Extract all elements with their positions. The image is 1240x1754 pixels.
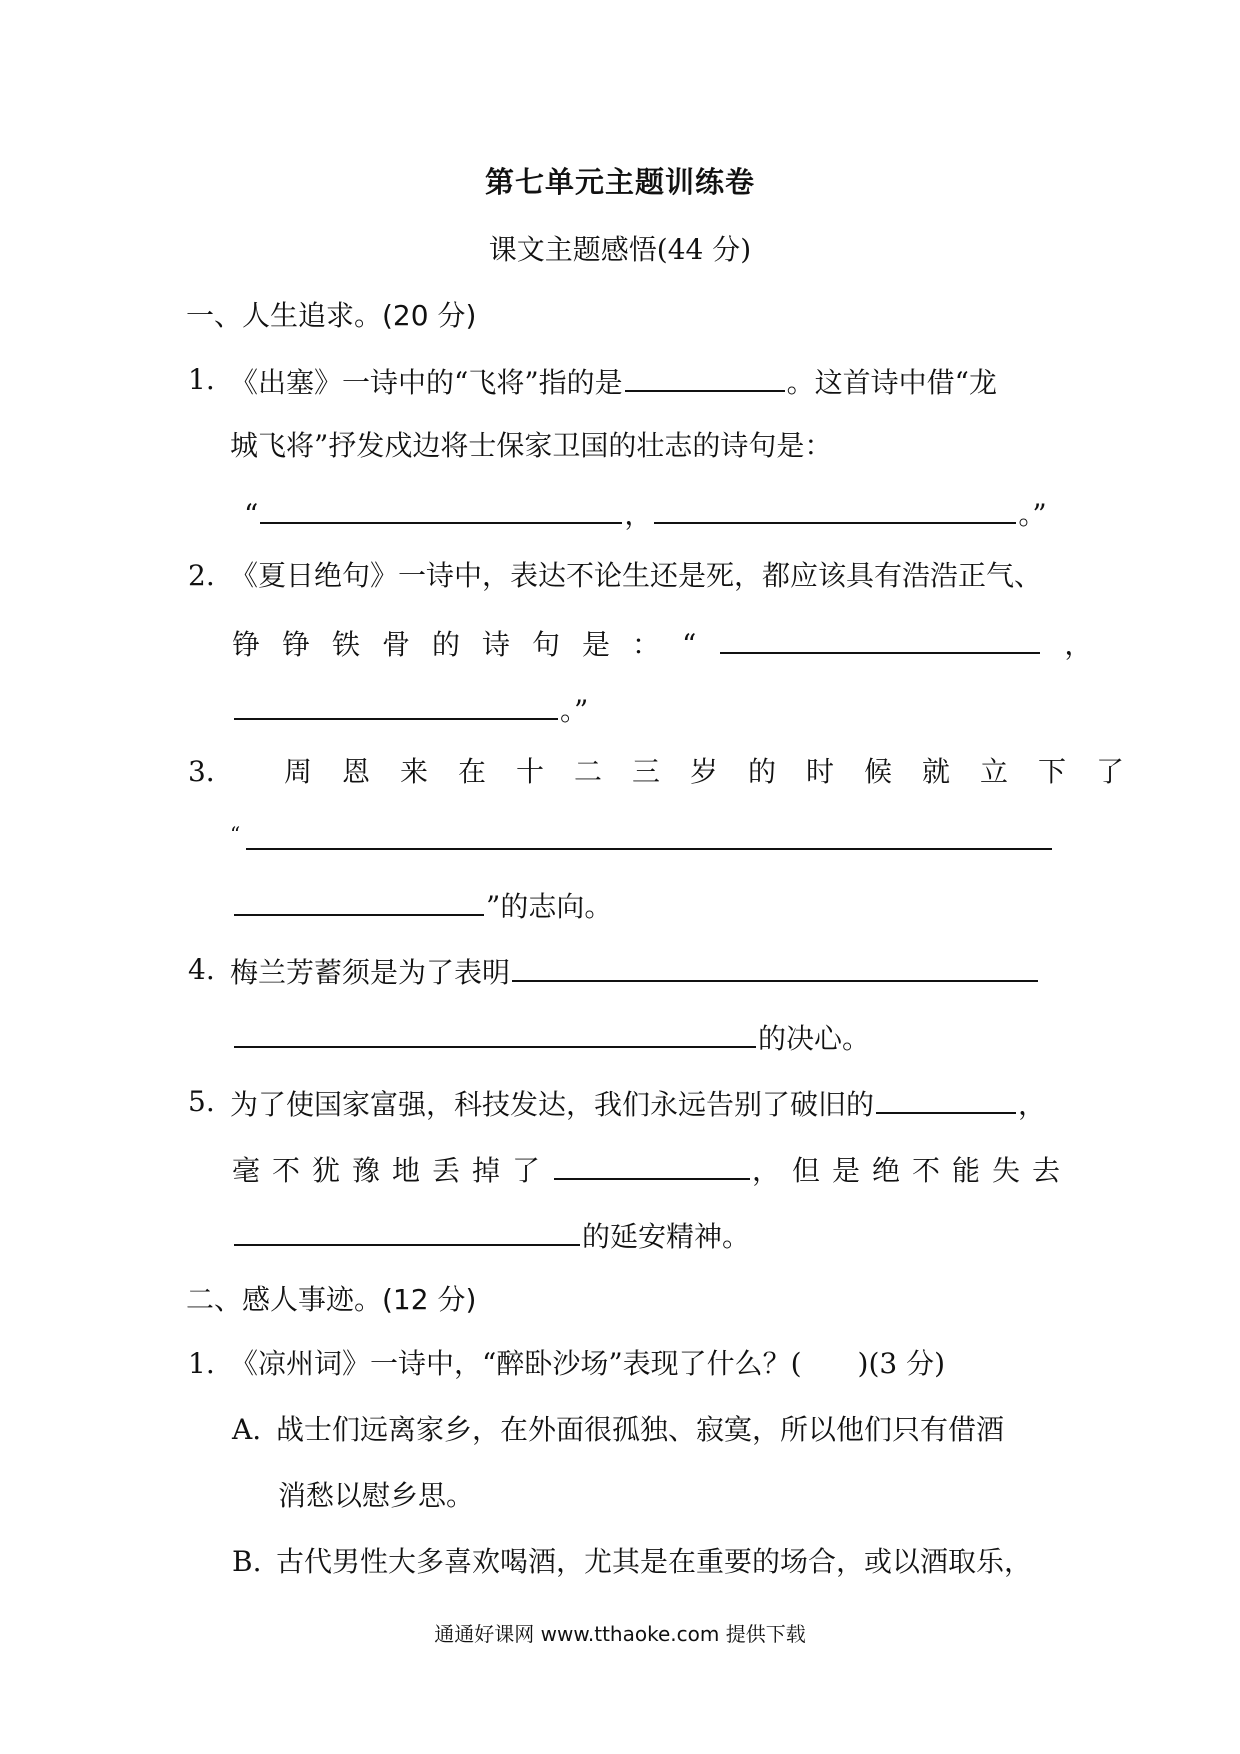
q1-text-a: 《出塞》一诗中的“飞将”指的是 xyxy=(230,366,623,399)
q5-line-3 xyxy=(232,1214,750,1257)
s2-q1-number: 1. xyxy=(188,1347,215,1380)
q3-blank-1[interactable] xyxy=(246,848,1052,850)
q2-close: 。” xyxy=(560,694,589,727)
option-a-line-2: 消愁以慰乡思。 xyxy=(278,1479,475,1512)
q5-number: 5. xyxy=(188,1085,215,1118)
q2-line-3 xyxy=(232,688,588,731)
q4-line-1 xyxy=(230,950,1040,993)
q1-number: 1. xyxy=(188,363,215,396)
q5-blank-1[interactable] xyxy=(876,1082,1016,1114)
q4-line-2 xyxy=(232,1016,870,1059)
page-subtitle: 课文主题感悟(44 分) xyxy=(488,233,752,266)
q4-blank-2[interactable] xyxy=(234,1016,756,1048)
section-2-heading: 二、感人事迹。(12 分) xyxy=(186,1283,477,1316)
q1-blank-1[interactable] xyxy=(625,360,785,392)
q5-comma-1: ， xyxy=(1018,1088,1047,1121)
q2-line-2 xyxy=(232,622,1092,665)
q3-close: ”的志向。 xyxy=(486,890,613,923)
q3-line-1-text: 周恩来在十二三岁的时候就立下了 xyxy=(284,755,1155,788)
q3-blank-2[interactable] xyxy=(234,884,484,916)
page-title: 第七单元主题训练卷 xyxy=(484,165,755,199)
q5-close: 的延安精神。 xyxy=(582,1220,751,1253)
q4-close: 的决心。 xyxy=(758,1022,871,1055)
s2-q1-text: 《凉州词》一诗中，“醉卧沙场”表现了什么？( )(3 分) xyxy=(230,1347,946,1380)
q3-open-quote: “ xyxy=(230,822,241,846)
q2-number: 2. xyxy=(188,559,215,592)
q5-line-1 xyxy=(230,1082,1046,1125)
option-b-line-1: 古代男性大多喜欢喝酒，尤其是在重要的场合，或以酒取乐， xyxy=(276,1545,1033,1578)
q4-blank-1[interactable] xyxy=(512,950,1038,982)
section-1-heading: 一、人生追求。(20 分) xyxy=(186,299,477,332)
q2-blank-2[interactable] xyxy=(234,688,558,720)
q2-blank-1[interactable] xyxy=(720,622,1040,654)
q1-comma: ， xyxy=(624,498,653,531)
q4-number: 4. xyxy=(188,953,215,986)
q5-text-2b: ，但是绝不能失去 xyxy=(752,1154,1073,1187)
q1-blank-2[interactable] xyxy=(260,492,622,524)
q1-blank-3[interactable] xyxy=(654,492,1016,524)
q1-text-b: 。这首诗中借“龙 xyxy=(786,366,997,399)
option-b-label[interactable]: B. xyxy=(232,1545,262,1578)
footer-credit: 通通好课网 www.tthaoke.com 提供下载 xyxy=(434,1622,806,1646)
q1-open-quote: “ xyxy=(244,498,259,531)
q1-line-1 xyxy=(230,360,997,403)
q5-text-1: 为了使国家富强，科技发达，我们永远告别了破旧的 xyxy=(230,1088,875,1121)
q2-line-2-text: 铮铮铁骨的诗句是：“ xyxy=(232,628,719,661)
q2-comma: ， xyxy=(1064,628,1093,661)
q5-line-2 xyxy=(232,1148,1072,1191)
option-a-label[interactable]: A. xyxy=(232,1413,262,1446)
option-a-line-1: 战士们远离家乡，在外面很孤独、寂寞，所以他们只有借酒 xyxy=(276,1413,1005,1446)
q4-text: 梅兰芳蓄须是为了表明 xyxy=(230,956,511,989)
q5-text-2a: 毫不犹豫地丢掉了 xyxy=(232,1154,553,1187)
q5-blank-2[interactable] xyxy=(554,1148,750,1180)
q3-number: 3． xyxy=(188,755,234,788)
q3-line-1 xyxy=(284,752,1154,792)
q2-line-1: 《夏日绝句》一诗中，表达不论生还是死，都应该具有浩浩正气、 xyxy=(230,559,1043,592)
q1-close: 。” xyxy=(1018,498,1047,531)
q3-line-3 xyxy=(232,884,612,927)
q5-blank-3[interactable] xyxy=(234,1214,580,1246)
q1-line-2: 城飞将”抒发戍边将士保家卫国的壮志的诗句是： xyxy=(230,429,833,462)
q1-line-3 xyxy=(244,492,1047,535)
